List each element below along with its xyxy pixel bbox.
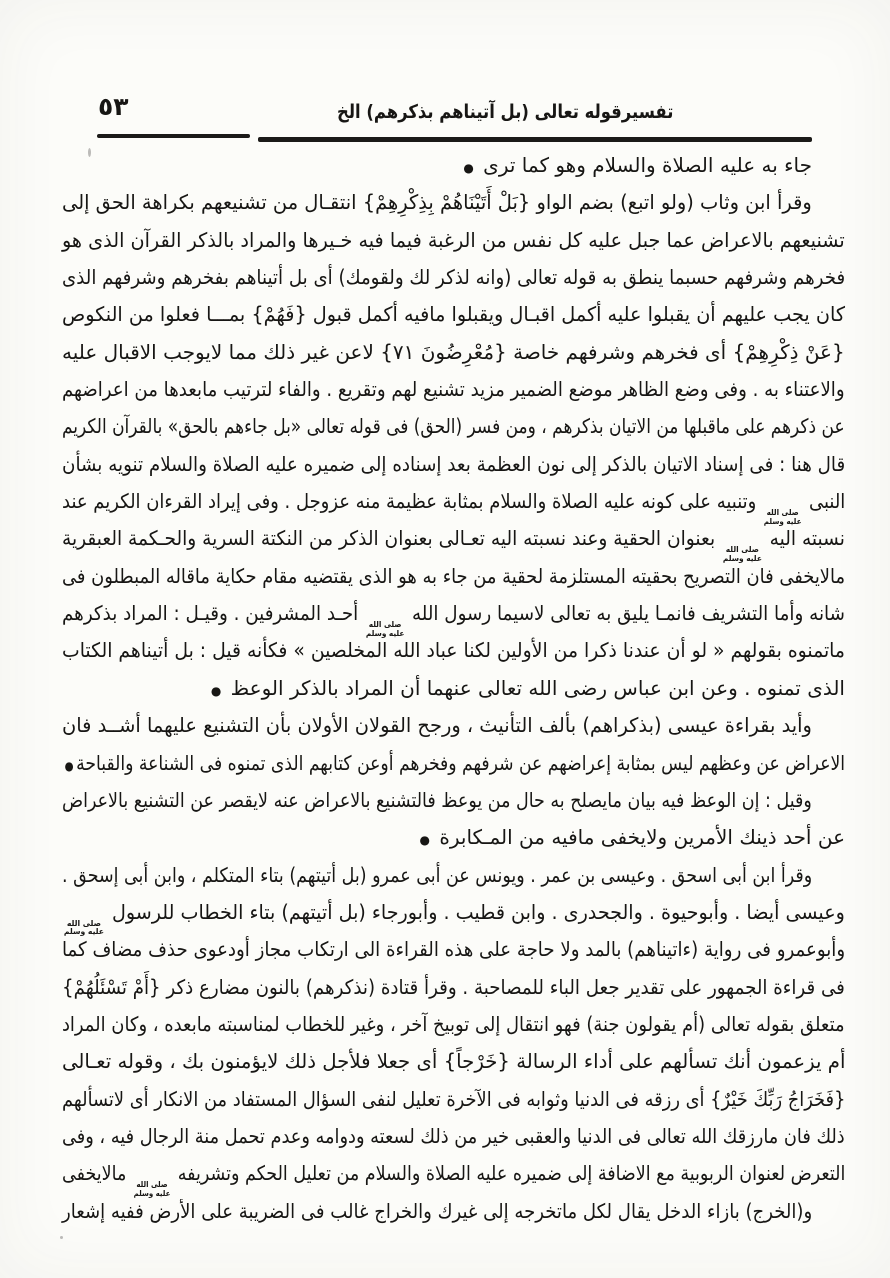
text-line: وأيد بقراءة عيسى (بذكراهم) بألف التأنيث ، ورجح القولان الأولان بأن التشنيع عليهما أشــد فان	[62, 713, 812, 738]
text-line: التعرض لعنوان الربوبية مع الاضافة إلى ضميره عليه الصلاة والسلام من تعليل الحكم وتشريفه صلى الله عليه وسلم مالايخفى	[61, 1161, 845, 1198]
text-line: والاعتناء به . وفى وضع الظاهر موضع الضمير مزيد تشنيع لهم وتقريع . والفاء لترتيب مابعدها من اعراضهم	[62, 377, 845, 402]
text-line: عن ذكرهم على ماقبلها من الاتيان بذكرهم ، ومن فسر (الحق) فى قوله تعالى «بل جاءهم بالحق» بالقرآن الكريم	[62, 414, 845, 439]
scan-speck	[88, 148, 91, 157]
page-title: تفسيرقوله تعالى (بل آتيناهم بذكرهم) الخ	[336, 101, 673, 123]
end-of-passage-bullet: ●	[463, 161, 474, 175]
text-line: مالايخفى فان التصريح بحقيته المستلزمة لحقية من جاء به هو الذى يقتضيه مقام حكاية ماقاله المبطلون فى	[61, 563, 845, 588]
text-line: {عَنْ ذِكْرِهِمْ} أى فخرهم وشرفهم خاصة {مُعْرِضُونَ ٧١} لاعن غير ذلك مما لايوجب الاقبال عليه	[62, 339, 845, 364]
page-number: ٥٣	[98, 92, 129, 121]
text-line: الاعراض عن وعظهم ليس بمثابة إعراضهم عن شرفهم وفخرهم أوعن كتابهم الذى تمنوه فى الشناعة والقباحة●	[64, 750, 846, 775]
text-line: فخرهم وشرفهم حسبما ينطق به قوله تعالى (وانه لذكر لك ولقومك) أى بل أتيناهم بفخرهم وشرفهم الذى	[61, 265, 845, 290]
sallallahu-alayhi-wasallam-mark: صلى الله عليه وسلم	[133, 1180, 171, 1198]
text-line: متعلق بقوله تعالى (أم يقولون جنة) فهو انتقال إلى توبيخ آخر ، وغير للخطاب لمناسبته مابعده ، وكان المراد	[62, 1011, 845, 1036]
text-line: وعيسى أيضا . وأبوحيوة . والجحدرى . وابن قطيب . وأبورجاء (بل أتيتهم) بتاء الخطاب للرسول صلى الله عليه وسلم	[64, 899, 845, 937]
end-of-passage-bullet: ●	[419, 833, 431, 848]
text-line: و(الخرج) بازاء الدخل يقال لكل ماتخرجه إلى غيرك والخراج غالب فى الضريبة على الأرض ففيه إشعار	[61, 1198, 812, 1223]
text-line: وأبوعمرو فى رواية (ءاتيناهم) بالمد ولا حاجة على هذه القراءة الى ارتكاب مجاز أودعوى حذف مضاف كما	[61, 937, 845, 962]
text-line: كان يجب عليهم أن يقبلوا عليه أكمل اقبـال ويقبلوا مافيه أكمل قبول {فَهُمْ} بمـــا فعلوا من النكوص	[62, 302, 845, 327]
header-rule-right	[258, 137, 812, 142]
text-line: ماتمنوه بقولهم « لو أن عندنا ذكرا من الأولين لكنا عباد الله المخلصين » فكأنه قيل : بل أتيناهم الكتاب	[62, 638, 845, 663]
end-of-passage-bullet: ●	[64, 758, 74, 773]
sallallahu-alayhi-wasallam-mark: صلى الله عليه وسلم	[763, 508, 802, 526]
text-line: أم يزعمون أنك تسألهم على أداء الرسالة {خَرْجاً} أى جعلا فلأجل ذلك لايؤمنون بك ، وقوله تعـالى	[61, 1049, 845, 1074]
end-of-passage-bullet: ●	[210, 683, 222, 698]
text-block	[62, 147, 845, 1230]
sallallahu-alayhi-wasallam-mark: صلى الله عليه وسلم	[723, 545, 763, 563]
text-line: ذلك فان مارزقك الله تعالى فى الدنيا والعقبى خير من ذلك لسعته ودوامه وعدم تحمل منة الرجال فيه ، وفى	[62, 1123, 845, 1148]
text-line: الذى تمنوه . وعن ابن عباس رضى الله تعالى عنهما أن المراد بالذكر الوعظ ●	[210, 675, 845, 700]
scan-speck	[60, 1236, 63, 1239]
running-header	[337, 96, 673, 128]
sallallahu-alayhi-wasallam-mark: صلى الله عليه وسلم	[64, 918, 105, 937]
text-line: النبى صلى الله عليه وسلم وتنبيه على كونه عليه الصلاة والسلام بمثابة عظيمة منه عزوجل . وفى إيراد القرءان الكريم عند	[61, 489, 845, 526]
text-line: وقرأ ابن وثاب (ولو اتبع) بضم الواو {بَلْ أَتَيْنَاهُمْ بِذِكْرِهِمْ} انتقـال من تشنيعهم بكراهة الحق إلى	[62, 190, 812, 215]
text-line: وقيل : إن الوعظ فيه بيان مايصلح به حال من يوعظ فالتشنيع بالاعراض عنه لايقصر عن التشنيع بالاعراض	[62, 787, 812, 812]
text-line: وقرأ ابن أبى اسحق . وعيسى بن عمر . ويونس عن أبى عمرو (بل أتيتهم) بتاء المتكلم ، وابن أبى إسحق .	[61, 862, 812, 887]
text-line: {فَخَرَاجُ رَبِّكَ خَيْرٌ} أى رزقه فى الدنيا وثوابه فى الآخرة تعليل لنفى السؤال المستفاد من الانكار أى لاتسألهم	[61, 1086, 845, 1111]
sallallahu-alayhi-wasallam-mark: صلى الله عليه وسلم	[365, 620, 405, 638]
text-line: شانه وأما التشريف فانمـا يليق به تعالى لاسيما رسول الله صلى الله عليه وسلم أحـد المشرفين . وقيـل : المراد بذكرهم	[62, 601, 845, 638]
header-rule-left	[97, 134, 250, 138]
text-line: جاء به عليه الصلاة والسلام وهو كما ترى ●	[463, 153, 812, 177]
text-line: نسبته اليه صلى الله عليه وسلم بعنوان الحقية وعند نسبته اليه تعـالى بعنوان الذكر من النكتة السرية والحـكمة العبقرية	[62, 526, 845, 563]
text-line: تشنيعهم بالاعراض عما جبل عليه كل نفس من الرغبة فيما فيه خـيرها والمراد بالذكر القرآن الذى هو	[62, 227, 845, 252]
text-line: عن أحد ذينك الأمرين ولايخفى مافيه من المـكابرة ●	[419, 825, 845, 850]
text-line: فى قراءة الجمهور على تقدير جعل الباء للمصاحبة . وقرأ قتادة (نذكرهم) بالنون مضارع ذكر {أَمْ تَسْئَلُهُمْ}	[62, 974, 845, 999]
text-line: قال هنا : فى إسناد الاتيان بالذكر إلى نون العظمة بعد إسناده إلى ضميره عليه الصلاة والسلام تنويه بشأن	[61, 451, 845, 476]
